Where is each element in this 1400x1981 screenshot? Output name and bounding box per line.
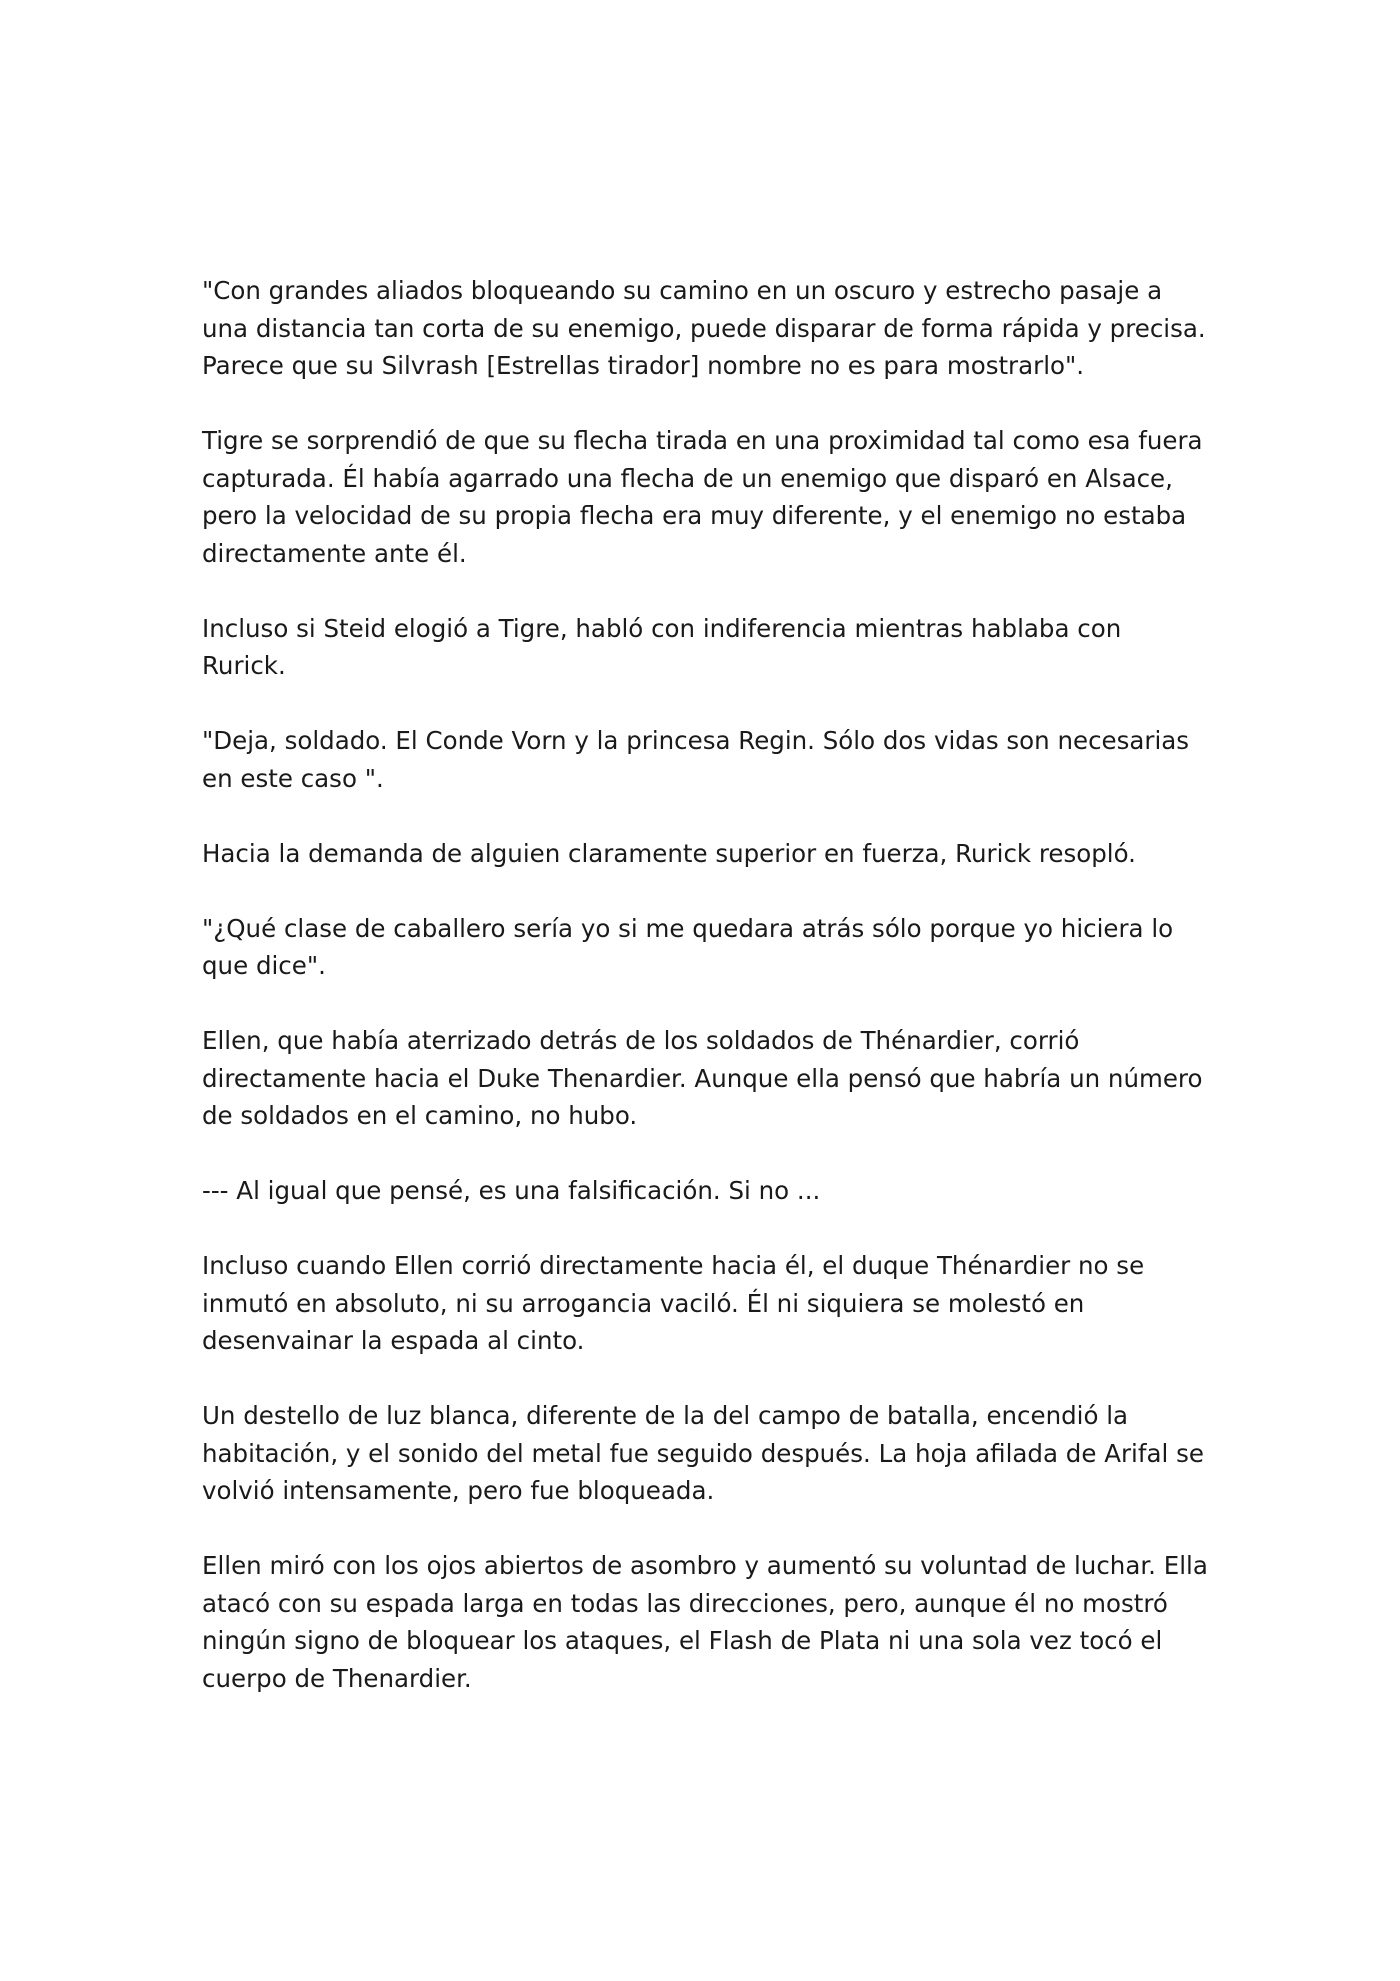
paragraph: Incluso cuando Ellen corrió directamente hacia él, el duque Thénardier no se inmutó en absoluto, ni su arrogancia vaciló. Él ni siquiera se molestó en desenvainar la espada al cinto. [202, 1251, 1145, 1355]
paragraph: Incluso si Steid elogió a Tigre, habló con indiferencia mientras hablaba con Rurick. [202, 613, 1122, 680]
paragraph: Un destello de luz blanca, diferente de la del campo de batalla, encendió la habitación, y el sonido del metal fue seguido después. La hoja afilada de Arifal se volvió intensamente, pero fue bloqueada. [202, 1401, 1204, 1505]
paragraph: --- Al igual que pensé, es una falsificación. Si no ... [202, 1176, 821, 1205]
paragraph: "Con grandes aliados bloqueando su camino en un oscuro y estrecho pasaje a una distancia tan corta de su enemigo, puede disparar de forma rápida y precisa. Parece que su Silvrash [Estrellas tirador] nombre no es para mostrarlo". [202, 276, 1206, 380]
paragraph: Ellen, que había aterrizado detrás de los soldados de Thénardier, corrió directamente hacia el Duke Thenardier. Aunque ella pensó que habría un número de soldados en el camino, no hubo. [202, 1026, 1203, 1130]
paragraph: Tigre se sorprendió de que su flecha tirada en una proximidad tal como esa fuera capturada. Él había agarrado una flecha de un enemigo que disparó en Alsace, pero la velocidad de su propia flecha era muy diferente, y el enemigo no estaba directamente ante él. [202, 426, 1203, 568]
paragraph: "Deja, soldado. El Conde Vorn y la princesa Regin. Sólo dos vidas son necesarias en este caso ". [202, 726, 1190, 793]
paragraph: Hacia la demanda de alguien claramente superior en fuerza, Rurick resopló. [202, 838, 1136, 868]
paragraph: "¿Qué clase de caballero sería yo si me quedara atrás sólo porque yo hiciera lo que dice". [202, 913, 1174, 980]
document-body [202, 272, 1212, 1735]
paragraph: Ellen miró con los ojos abiertos de asombro y aumentó su voluntad de luchar. Ella atacó con su espada larga en todas las direcciones, pero, aunque él no mostró ningún signo de bloquear los ataques, el Flash de Plata ni una sola vez tocó el cuerpo de Thenardier. [202, 1551, 1208, 1693]
